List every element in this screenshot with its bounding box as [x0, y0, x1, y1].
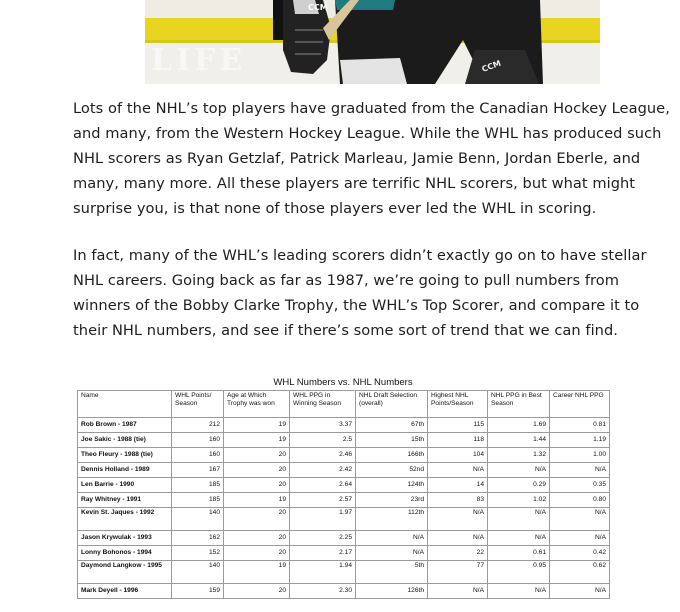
- table-row: [78, 433, 610, 448]
- table-cell: 0.62: [550, 561, 610, 584]
- table-cell: 0.29: [488, 478, 550, 493]
- table-cell: 0.80: [550, 493, 610, 508]
- table-cell: N/A: [428, 463, 488, 478]
- table-header-row: [78, 391, 610, 418]
- article-body: [73, 96, 673, 365]
- table-cell: N/A: [488, 508, 550, 531]
- table-cell: 185: [172, 478, 224, 493]
- table-row: [78, 448, 610, 463]
- table-cell: 20: [224, 531, 290, 546]
- table-cell: 167: [172, 463, 224, 478]
- hero-photo: [145, 0, 600, 84]
- table-cell: 0.81: [550, 418, 610, 433]
- table-cell: 19: [224, 493, 290, 508]
- player-name-cell: Ray Whitney - 1991: [78, 493, 172, 508]
- column-header: NHL Draft Selection (overall): [356, 391, 428, 418]
- table-cell: 20: [224, 546, 290, 561]
- life-watermark: LIFE: [151, 43, 247, 78]
- table-cell: 52nd: [356, 463, 428, 478]
- table-cell: 14: [428, 478, 488, 493]
- table-cell: 162: [172, 531, 224, 546]
- table-cell: 2.5: [290, 433, 356, 448]
- player-name-cell: Daymond Langkow - 1995: [78, 561, 172, 584]
- table-cell: N/A: [428, 584, 488, 599]
- column-header: Name: [78, 391, 172, 418]
- table-row: [78, 508, 610, 531]
- table-cell: 20: [224, 584, 290, 599]
- table-row: [78, 584, 610, 599]
- table-cell: N/A: [488, 584, 550, 599]
- table-cell: N/A: [428, 531, 488, 546]
- table-cell: 0.35: [550, 478, 610, 493]
- table-cell: 19: [224, 418, 290, 433]
- table-cell: N/A: [356, 531, 428, 546]
- table-cell: 20: [224, 463, 290, 478]
- table-row: [78, 463, 610, 478]
- table-cell: 118: [428, 433, 488, 448]
- table-cell: N/A: [550, 531, 610, 546]
- table-cell: 0.61: [488, 546, 550, 561]
- table-cell: 160: [172, 433, 224, 448]
- table-cell: 20: [224, 448, 290, 463]
- column-header: Highest NHL Points/Season: [428, 391, 488, 418]
- player-name-cell: Kevin St. Jaques - 1992: [78, 508, 172, 531]
- column-header: Age at Which Trophy was won: [224, 391, 290, 418]
- table-cell: 2.57: [290, 493, 356, 508]
- table-cell: N/A: [428, 508, 488, 531]
- table-title: WHL Numbers vs. NHL Numbers: [273, 377, 413, 388]
- column-header: Career NHL PPG: [550, 391, 610, 418]
- player-name-cell: Jason Krywulak - 1993: [78, 531, 172, 546]
- table-cell: 152: [172, 546, 224, 561]
- table-cell: 67th: [356, 418, 428, 433]
- player-name-cell: Len Barrie - 1990: [78, 478, 172, 493]
- table-cell: 2.64: [290, 478, 356, 493]
- column-header: WHL Points/ Season: [172, 391, 224, 418]
- column-header: NHL PPG in Best Season: [488, 391, 550, 418]
- table-cell: 19: [224, 561, 290, 584]
- player-name-cell: Theo Fleury - 1988 (tie): [78, 448, 172, 463]
- table-row: [78, 546, 610, 561]
- table-cell: 83: [428, 493, 488, 508]
- table-cell: 166th: [356, 448, 428, 463]
- table-cell: 1.69: [488, 418, 550, 433]
- table-cell: 104: [428, 448, 488, 463]
- table-cell: 185: [172, 493, 224, 508]
- table-cell: 1.02: [488, 493, 550, 508]
- table-row: [78, 561, 610, 584]
- whl-nhl-table: [77, 390, 610, 599]
- table-cell: 3.37: [290, 418, 356, 433]
- article-paragraph: In fact, many of the WHL’s leading scorers didn’t exactly go on to have stellar NHL careers. Going back as far as 1987, we’re going to pull numbers from winners of the Bobby Clarke Trophy, the WHL’s Top Scorer, and compare it to their NHL numbers, and see if there’s some sort of trend that we can find.: [73, 247, 647, 339]
- table-cell: N/A: [550, 584, 610, 599]
- table-cell: 77: [428, 561, 488, 584]
- table-cell: 20: [224, 478, 290, 493]
- table-cell: 1.94: [290, 561, 356, 584]
- table-cell: 2.17: [290, 546, 356, 561]
- hockey-player-image: [145, 0, 600, 84]
- table-cell: 160: [172, 448, 224, 463]
- stats-table-image: [73, 374, 613, 612]
- table-row: [78, 478, 610, 493]
- player-name-cell: Rob Brown - 1987: [78, 418, 172, 433]
- table-cell: N/A: [550, 463, 610, 478]
- article-paragraph: Lots of the NHL’s top players have graduated from the Canadian Hockey League, and many, from the Western Hockey League. While the WHL has produced such NHL scorers as Ryan Getzlaf, Patrick Marleau, Jamie Benn, Jordan Eberle, and many, many more. All these players are terrific NHL scorers, but what might surprise you, is that none of those players ever led the WHL in scoring.: [73, 100, 670, 217]
- table-cell: 19: [224, 433, 290, 448]
- table-cell: 1.97: [290, 508, 356, 531]
- table-cell: N/A: [488, 463, 550, 478]
- table-cell: 126th: [356, 584, 428, 599]
- table-cell: 20: [224, 508, 290, 531]
- table-cell: 1.32: [488, 448, 550, 463]
- table-cell: 112th: [356, 508, 428, 531]
- table-cell: 2.46: [290, 448, 356, 463]
- table-cell: 23rd: [356, 493, 428, 508]
- table-cell: 0.95: [488, 561, 550, 584]
- table-cell: 1.19: [550, 433, 610, 448]
- table-row: [78, 493, 610, 508]
- table-body: [78, 418, 610, 599]
- table-cell: 2.25: [290, 531, 356, 546]
- table-cell: 124th: [356, 478, 428, 493]
- table-cell: N/A: [356, 546, 428, 561]
- player-name-cell: Dennis Holland - 1989: [78, 463, 172, 478]
- player-name-cell: Mark Deyell - 1996: [78, 584, 172, 599]
- table-row: [78, 531, 610, 546]
- table-cell: N/A: [488, 531, 550, 546]
- table-cell: 1.44: [488, 433, 550, 448]
- table-cell: 140: [172, 508, 224, 531]
- table-row: [78, 418, 610, 433]
- table-cell: 2.42: [290, 463, 356, 478]
- brand-mark: CCM: [308, 3, 328, 12]
- table-cell: 0.42: [550, 546, 610, 561]
- table-cell: 15th: [356, 433, 428, 448]
- table-cell: 212: [172, 418, 224, 433]
- player-name-cell: Lonny Bohonos - 1994: [78, 546, 172, 561]
- brand-mark: CCM: [480, 58, 503, 74]
- table-cell: 115: [428, 418, 488, 433]
- table-cell: 2.30: [290, 584, 356, 599]
- table-cell: 5th: [356, 561, 428, 584]
- table-cell: 140: [172, 561, 224, 584]
- table-cell: 1.00: [550, 448, 610, 463]
- table-cell: 22: [428, 546, 488, 561]
- table-cell: 159: [172, 584, 224, 599]
- table-cell: N/A: [550, 508, 610, 531]
- player-name-cell: Joe Sakic - 1988 (tie): [78, 433, 172, 448]
- column-header: WHL PPG in Winning Season: [290, 391, 356, 418]
